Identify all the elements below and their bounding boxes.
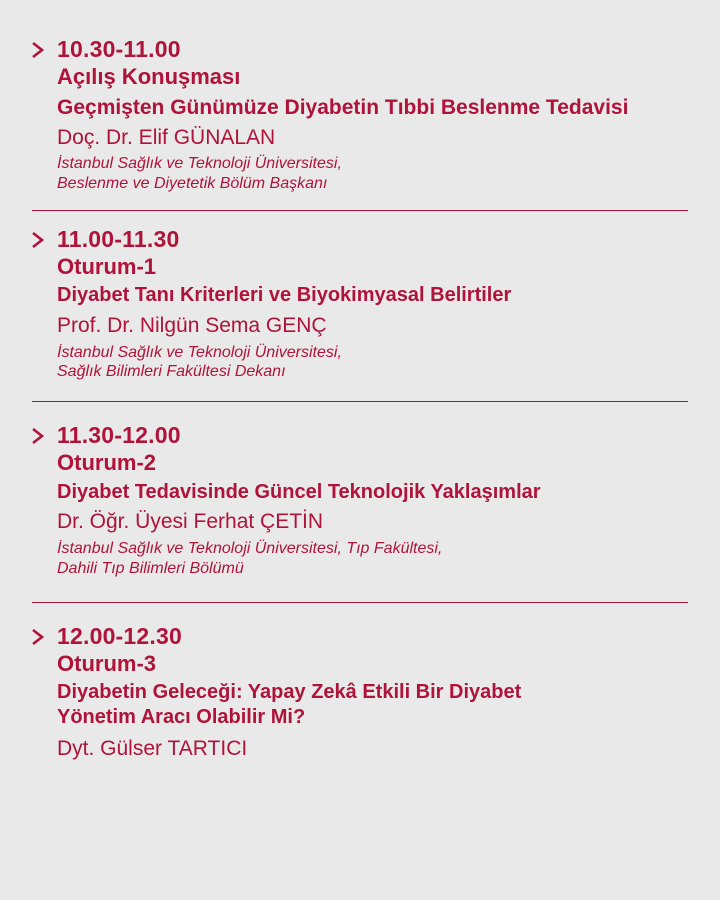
chevron-right-icon	[31, 628, 45, 646]
speaker-affiliation-line-2: Beslenme ve Diyetetik Bölüm Başkanı	[57, 175, 328, 192]
session-time: 12.00-12.30	[57, 623, 182, 649]
speaker-name: Doç. Dr. Elif GÜNALAN	[57, 126, 276, 149]
session-title: Oturum-1	[57, 254, 156, 279]
session-time: 11.00-11.30	[57, 226, 180, 252]
session-title: Oturum-2	[57, 450, 156, 475]
session-topic-line-2: Yönetim Aracı Olabilir Mi?	[57, 706, 306, 728]
chevron-right-icon	[31, 41, 45, 59]
session-topic: Geçmişten Günümüze Diyabetin Tıbbi Beslenme Tedavisi	[57, 96, 629, 119]
session-topic: Diyabet Tedavisinde Güncel Teknolojik Yaklaşımlar	[57, 481, 541, 503]
session-topic-line-1: Diyabetin Geleceği: Yapay Zekâ Etkili Bir Diyabet	[57, 681, 522, 703]
divider	[32, 401, 688, 402]
speaker-affiliation-line-1: İstanbul Sağlık ve Teknoloji Üniversitesi,	[57, 344, 342, 361]
session-title: Açılış Konuşması	[57, 64, 241, 89]
divider	[32, 602, 688, 603]
speaker-name: Dr. Öğr. Üyesi Ferhat ÇETİN	[57, 510, 324, 533]
session-time: 11.30-12.00	[57, 422, 181, 448]
session-title: Oturum-3	[57, 651, 156, 676]
speaker-affiliation-line-1: İstanbul Sağlık ve Teknoloji Üniversitesi, Tıp Fakültesi,	[57, 540, 443, 557]
speaker-name: Prof. Dr. Nilgün Sema GENÇ	[57, 314, 327, 337]
speaker-affiliation-line-2: Dahili Tıp Bilimleri Bölümü	[57, 560, 244, 577]
session-topic: Diyabet Tanı Kriterleri ve Biyokimyasal Belirtiler	[57, 284, 512, 306]
chevron-right-icon	[31, 231, 45, 249]
speaker-name: Dyt. Gülser TARTICI	[57, 737, 248, 760]
speaker-affiliation-line-2: Sağlık Bilimleri Fakültesi Dekanı	[57, 363, 286, 380]
divider	[32, 210, 688, 211]
chevron-right-icon	[31, 427, 45, 445]
speaker-affiliation-line-1: İstanbul Sağlık ve Teknoloji Üniversitesi,	[57, 155, 342, 172]
session-time: 10.30-11.00	[57, 36, 181, 62]
